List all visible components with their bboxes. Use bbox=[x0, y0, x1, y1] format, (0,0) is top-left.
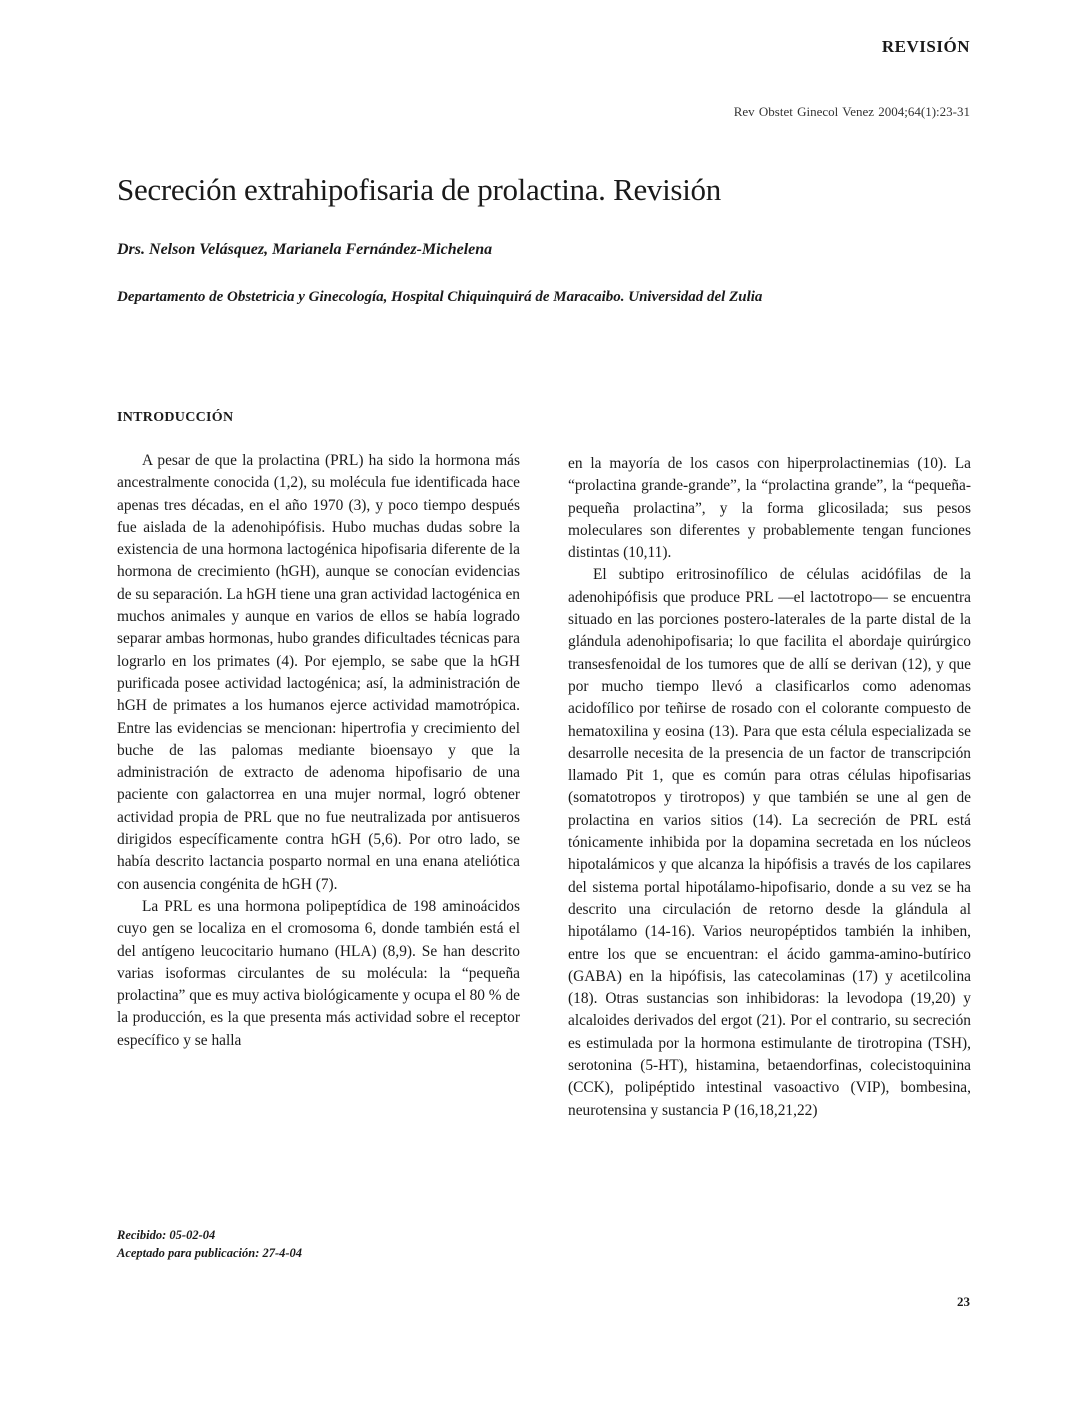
journal-reference: Rev Obstet Ginecol Venez 2004;64(1):23-31 bbox=[733, 104, 970, 119]
page-number: 23 bbox=[957, 1294, 970, 1309]
article-title: Secreción extrahipofisaria de prolactina. Revisión bbox=[117, 172, 721, 207]
received-dates bbox=[117, 1226, 302, 1262]
body-column-left bbox=[117, 450, 520, 1052]
section-heading-introduccion: INTRODUCCIÓN bbox=[117, 410, 234, 425]
accepted-date: Aceptado para publicación: 27-4-04 bbox=[117, 1246, 303, 1260]
body-column-right bbox=[568, 453, 971, 1122]
received-date: Recibido: 05-02-04 bbox=[117, 1228, 216, 1242]
paragraph: La PRL es una hormona polipeptídica de 198 aminoácidos cuyo gen se localiza en el cromosoma 6, donde también está el del antígeno leucocitario humano (HLA) (8,9). Se han descrito varias isoformas circulantes de su molécula: la “pequeña prolactina” que es muy activa biológicamente y ocupa el 80 % de la producción, es la que presenta más actividad sobre el receptor específico y se halla bbox=[117, 897, 520, 1049]
article-authors: Drs. Nelson Velásquez, Marianela Fernández-Michelena bbox=[117, 241, 493, 258]
paragraph: en la mayoría de los casos con hiperprolactinemias (10). La “prolactina grande-grande”, la “prolactina grande”, la “pequeña- pequeña prolactina”, y la forma glicosilada; sus pesos moleculares son diferentes y probablemente tengan funciones distintas (10,11). bbox=[568, 455, 971, 562]
paragraph: El subtipo eritrosinofílico de células acidófilas de la adenohipófisis que produce PRL —el lactotropo— se encuentra situado en las porciones postero-laterales de la parte distal de la glándula adenohipofisaria; lo que facilita el abordaje quirúrgico transesfenoidal de los tumores que de allí se derivan (12), y que por mucho tiempo llevó a clasificarlos como adenomas acidofílico por teñirse de rosado con el colorante compuesto de hematoxilina y eosina (13). Para que esta célula especializada se desarrolle necesita de la presencia de un factor de transcripción llamado Pit 1, que es común para otras células hipofisarias (somatotropos y tirotropos) y que también se une al gen de prolactina en varios sitios (14). La secreción de PRL está tónicamente inhibida por la dopamina secretada en los núcleos hipotalámicos y que alcanza la hipófisis a través de los capilares del sistema portal hipotálamo-hipofisario, donde a su vez se ha descrito una circulación de retorno desde la glándula al hipotálamo (14-16). Varios neuropéptidos también la inhiben, entre los que se encuentran: el ácido gamma-amino-butírico (GABA) en la hipófisis, las catecolaminas (17) y acetilcolina (18). Otras sustancias son inhibidoras: la levodopa (19,20) y alcaloides derivados del ergot (21). Por el contrario, su secreción es estimulada por la hormona estimulante de tirotropina (TSH), serotonina (5-HT), histamina, betaendorfinas, colecistoquinina (CCK), polipéptido intestinal vasoactivo (VIP), bombesina, neurotensina y sustancia P (16,18,21,22) bbox=[568, 566, 971, 1119]
author-affiliation: Departamento de Obstetricia y Ginecología, Hospital Chiquinquirá de Maracaibo. Universidad del Zulia bbox=[117, 289, 763, 305]
section-tag: REVISIÓN bbox=[881, 37, 970, 56]
paragraph: A pesar de que la prolactina (PRL) ha sido la hormona más ancestralmente conocida (1,2), su molécula fue identificada hace apenas tres décadas, en el año 1970 (3), y poco tiempo después fue aislada de la adenohipófisis. Hubo muchas dudas sobre la existencia de una hormona lactogénica hipofisaria diferente de la hormona de crecimiento (hGH), aunque se conocían evidencias de su separación. La hGH tiene una gran actividad lactogénica en muchos animales y aunque en varios de ellos se había logrado separar ambas hormonas, hubo grandes dificultades técnicas para lograrlo en los primates (4). Por ejemplo, se sabe que la hGH purificada posee actividad lactogénica; así, la administración de hGH de primates a los humanos ejerce actividad mamotrópica. Entre las evidencias se mencionan: hipertrofia y crecimiento del buche de las palomas mediante bioensayo y que la administración de extracto de adenoma hipofisario de una paciente con galactorrea en una mujer normal, logró obtener actividad propia de PRL que no fue neutralizada por antisueros dirigidos específicamente contra hGH (5,6). Por otro lado, se había descrito lactancia posparto normal en una enana ateliótica con ausencia congénita de hGH (7). bbox=[117, 452, 520, 893]
